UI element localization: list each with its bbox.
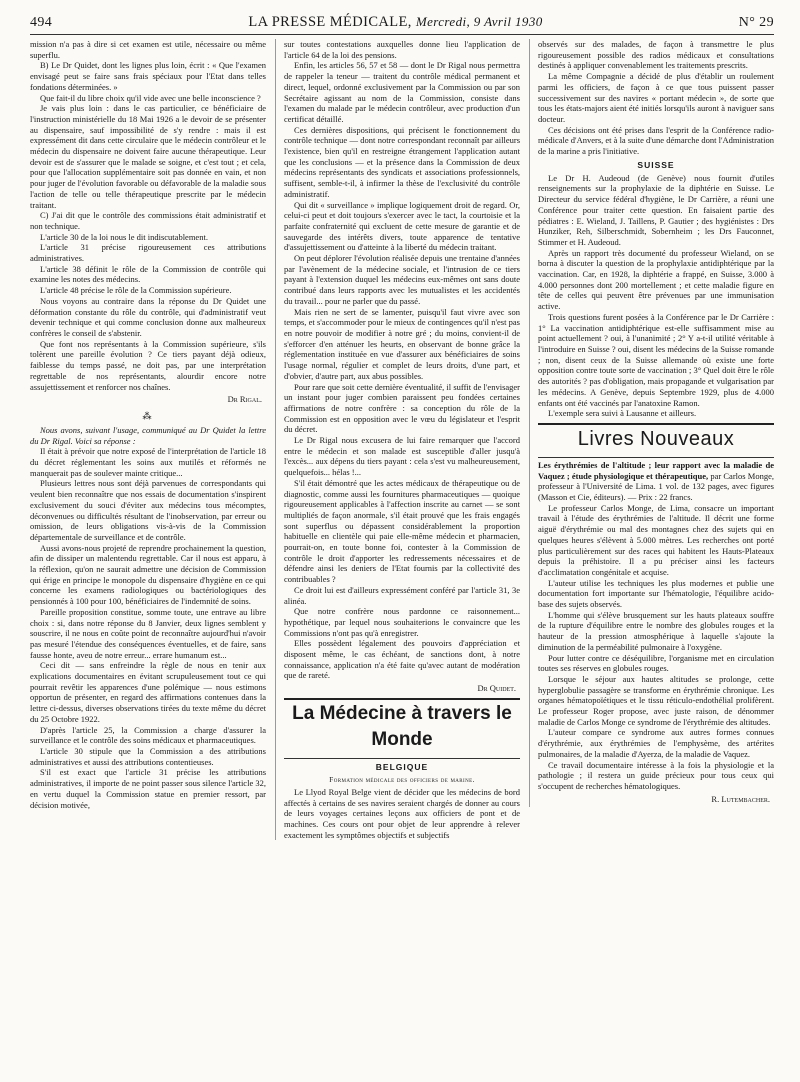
paragraph: Aussi avons-nous projeté de reprendre prochainement la question, afin de dissiper un malentendu regrettable. Car il nous est apparu, à la réflexion, qu'on ne saurait admettre une décision de Commission qui érige en principe le monopole du dispensaire d'hygiène en ce qui concerne les examens radiologiques ou bactériologiques des pensionnés à 100 pour 100, bénéficiaires de l'indemnité de soins. <box>30 542 266 607</box>
signature-quidet: Dr Quidet. <box>477 683 516 694</box>
article-columns <box>30 39 774 840</box>
paragraph: Ce travail documentaire intéresse à la fois la physiologie et la pathologie ; il restera un guide précieux pour tous ceux qui s'occupent de recherches hématologiques. <box>538 759 774 791</box>
section-divider <box>538 457 774 458</box>
section-divider <box>284 758 520 759</box>
issue-number: N° 29 <box>738 15 774 30</box>
paragraph: Ce droit lui est d'ailleurs expressément conféré par l'article 31, 3e alinéa. <box>284 584 520 606</box>
paragraph: Lorsque le séjour aux hautes altitudes se prolonge, cette hyperglobulie passagère se transforme en érythrémie chronique. Les organes hématopoïétiques et le tissu réticulo-endothélial prolifèrent. Le professeur Roger propose, avec juste raison, de dénommer maladie de Carlos Monge ce syndrome de l'érythrémie des altitudes. <box>538 673 774 727</box>
paragraph: S'il est exact que l'article 31 précise les attributions administratives, il importe de ne point passer sous silence l'article 32, en vertu duquel la Commission statue en premier ressort, par décision motivée, <box>30 767 266 810</box>
paragraph: Le professeur Carlos Monge, de Lima, consacre un important travail à l'étude des érythrémies de l'altitude. Il décrit une forme aiguë d'érythrémie ou mal des montagnes chez des sujets qui en quelques heures s'élèvent à 5.000 mètres. Les recherches ont porté plus particulièrement sur des races qui habitent les Hauts-Plateaux depuis la préhistoire. Il a pu préciser ainsi les facteurs d'acclimatation congénitale et acquise. <box>538 502 774 577</box>
paragraph: Elles possèdent légalement des pouvoirs d'appréciation et disposent même, le cas échéant, de sanctions dont, à notre connaissance, application n'a été faite qu'avec autant de modération que de rareté. <box>284 638 520 681</box>
paragraph: Ceci dit — sans enfreindre la règle de nous en tenir aux explications documentaires en évitant scrupuleusement tout ce qui pourrait revêtir les apparences d'une polémique — nous estimons opportun de présenter, en regard des affirmations contenues dans la lettre ci-dessus, diverses observations tirées du texte même du décret du 25 Octobre 1922. <box>30 660 266 724</box>
paragraph: Que font nos représentants à la Commission supérieure, s'ils tolèrent une pareille évolution ? Ce tiers payant déjà odieux, faiblesse du temps passé, ne doit pas, par une interprétation regrettable de nos représentants, alourdir encore notre assujettissement et renforcer nos chaînes. <box>30 338 266 392</box>
article-subheading: Formation médicale des officiers de marine. <box>329 774 475 784</box>
paragraph: Le Dr Rigal nous excusera de lui faire remarquer que l'accord entre le médecin et son malade est susceptible d'aller jusqu'à l'excès... aux dépens du tiers payant : cela s'est vu malheureusement, quelquefois... hélas !... <box>284 435 520 478</box>
paragraph: L'homme qui s'élève brusquement sur les hauts plateaux souffre de la rupture d'équilibre entre le nombre des globules rouges et la hauteur de la pression atmosphérique à laquelle s'ajoute la diminution de la perméabilité pulmonaire à l'oxygène. <box>538 609 774 652</box>
paragraph: B) Le Dr Quidet, dont les lignes plus loin, écrit : « Que l'examen envisagé peut se faire sans frais spéciaux pour l'Etat dans telles fondations déterminées. » <box>30 60 266 92</box>
column-1 <box>30 39 266 810</box>
paragraph: Plusieurs lettres nous sont déjà parvenues de correspondants qui veulent bien reconnaître que nos essais de documentation s'inspirent exclusivement du souci d'éviter aux médecins tous mécomptes, déconvenues ou difficultés résultant de l'inobservation, par erreur ou omission, de leurs obligations vis-à-vis de la Commission départementale de surveillance et de contrôle. <box>30 478 266 542</box>
paragraph: L'article 48 précise le rôle de la Commission supérieure. <box>40 285 232 296</box>
page-header <box>30 14 774 35</box>
journal-masthead <box>248 14 542 31</box>
paragraph: L'article 30 stipule que la Commission a des attributions administratives et aussi des attributions contentieuses. <box>30 746 266 767</box>
paragraph: L'auteur compare ce syndrome aux autres formes connues d'érythrémie, aux érythrémies de l'emphysème, des artérites pulmonaires, de la maladie d'Ayerza, de la maladie de Vaquez. <box>538 727 774 759</box>
paragraph: Pour rare que soit cette dernière éventualité, il suffit de l'envisager un instant pour juger combien paraissent peu fondées certaines affirmations de notre confrère : sa conception du rôle de la Commission est en opposition avec le vœu du législateur et l'esprit du décret. <box>284 381 520 435</box>
paragraph: Pour lutter contre ce déséquilibre, l'organisme met en circulation toutes ses réserves en globules rouges. <box>538 652 774 674</box>
paragraph: Le Llyod Royal Belge vient de décider que les médecins de bord affectés à certains de ses navires seraient chargés de donner au cours de leurs voyages certaines leçons aux officiers de pont et de machines. Ces cours ont pour objet de leur apprendre à relever exactement les symptômes objectifs et subjectifs <box>284 786 520 840</box>
book-review-heading <box>538 460 774 503</box>
paragraph: Que notre confrère nous pardonne ce raisonnement... hypothétique, par lequel nous souhaiterions le convaincre que les Commissions n'ont pas qu'à enregistrer. <box>284 606 520 638</box>
paragraph: Après un rapport très documenté du professeur Wieland, on se borna à discuter la question de la prophylaxie antidiphtérique par la vaccination. Car, en 1928, la diphtérie a frappé, en Suisse, 3.000 à 4.000 personnes dont 200 mortellement ; et cette maladie figure en tête de celles qui peuvent être prévenues par une immunisation active. <box>538 247 774 312</box>
paragraph: L'exemple sera suivi à Lausanne et ailleurs. <box>548 408 697 419</box>
paragraph: Mais rien ne sert de se lamenter, puisqu'il faut vivre avec son temps, et s'accommoder pour le mieux de contingences qu'il n'est pas en notre pouvoir de modifier à notre gré ; du moins, convient-il de s'efforcer d'en atténuer les heurts, en observant de bonne grâce la réglementation instituée en vue d'assurer aux bénéficiaires de soins l'usage normal, régulier et complet de leurs droits, d'une part, et d'obvier, d'autre part, aux abus possibles. <box>284 306 520 381</box>
section-ornament: ⁂ <box>142 410 154 421</box>
signature-lutembacher: R. Lutembacher. <box>711 793 770 804</box>
paragraph: Ces dernières dispositions, qui précisent le fonctionnement du contrôle technique — dont notre correspondant reconnaît par ailleurs l'existence, bien qu'il en restreigne étrangement l'application autant que les conclusions — et la présence dans la Commission de deux médecins représentants des syndicats et associations professionnels, suffisent, semble-t-il, à infirmer la thèse de l'exclusivité du contrôle administratif. <box>284 124 520 199</box>
paragraph: Il était à prévoir que notre exposé de l'interprétation de l'article 18 du décret réglementant les soins aux mutilés et réformés ne manquerait pas de soulever mainte critique... <box>30 446 266 478</box>
section-divider <box>538 423 774 425</box>
column-2 <box>275 39 520 840</box>
country-heading-belgique: BELGIQUE <box>375 761 429 772</box>
column-3 <box>529 39 774 807</box>
paragraph: D'après l'article 25, la Commission a charge d'assurer la surveillance et le contrôle des soins médicaux et pharmaceutiques. <box>30 724 266 746</box>
paragraph: Qui dit « surveillance » implique logiquement droit de regard. Or, celui-ci peut et doit toujours s'exercer avec le tact, la courtoisie et la parfaite confraternité qui excluent de cette mesure de garantie et de sauvegarde des intérêts divers, toute apparence de tentative d'assujettissement ou d'atteinte à la liberté du médecin traitant. <box>284 199 520 253</box>
paragraph: L'auteur utilise les techniques les plus modernes et publie une documentation fort importante sur l'hématologie, l'équilibre acido-base des sujets observés. <box>538 577 774 610</box>
paragraph: On peut déplorer l'évolution réalisée depuis une trentaine d'années par l'avènement de la médecine sociale, et l'intrusion de ce tiers payant à l'extension duquel les médecins eux-mêmes ont sans doute contribué dans leurs rapports avec les mutualistes et les accidentés du travail... pour ne parler que du passé. <box>284 253 520 306</box>
paragraph: Le Dr H. Audeoud (de Genève) nous fournit d'utiles renseignements sur la prophylaxie de la diphtérie en Suisse. Le Directeur du service fédéral d'hygiène, le Dr Carrière, a réuni une Conférence pour traiter cette question. En faisaient partie des pédiatres : E. Wieland, J. Taillens, P. Gautier ; des hygiénistes : Drs Hunziker, Reh, Silberschmidt, Sobernheim ; les Drs Fauconnet, Stimmer et H. Audeoud. <box>538 172 774 247</box>
paragraph: sur toutes contestations auxquelles donne lieu l'application de l'article 64 de la loi des pensions. <box>284 39 520 60</box>
paragraph: La même Compagnie a décidé de plus d'établir un roulement parmi les officiers, de façon à ce que tous puissent passer successivement sur des navires « portant médecin », de sorte que tous les états-majors aient été initiés lorsqu'ils auront à naviguer sans docteur. <box>538 71 774 124</box>
country-heading-suisse: SUISSE <box>637 159 675 170</box>
page-number: 494 <box>30 15 53 30</box>
medicine-world-title: La Médecine à travers le Monde <box>292 702 512 750</box>
book-reference: par Carlos Monge, professeur à l'Université de Lima. 1 vol. de 132 pages, avec figures (Masson et Cie, éditeurs). — Prix : 22 francs. <box>538 470 774 503</box>
issue-date: Mercredi, 9 Avril 1930 <box>415 14 543 29</box>
paragraph: Ces décisions ont été prises dans l'esprit de la Conférence radio-médicale d'Anvers, et à la suite d'une démarche dont l'Administration de la marine a pris l'initiative. <box>538 124 774 157</box>
book-title: Les érythrémies de l'altitude ; leur rapport avec la maladie de Vaquez ; étude physiologique et thérapeutique, <box>538 459 774 481</box>
signature-rigal: Dr Rigal. <box>227 394 262 405</box>
paragraph: S'il était démontré que les actes médicaux de thérapeutique ou de diagnostic, comme aussi les fournitures pharmaceutiques — quoique rigoureusement applicables à l'affection inscrite au carnet — se sont multipliés de façon anormale, s'il était prouvé que les frais engagés sont superflus ou dépassent considérablement la proportion habituelle en clientèle qui paie elle-même médecin et pharmacien, pourrait-on, en toute bonne foi, contester à la Commission de contrôle le droit d'apporter les redressements nécessaires et de défendre ainsi les deniers de l'Etat fournis par la collectivité des contribuables ? <box>284 477 520 585</box>
paragraph: Pareille proposition constitue, somme toute, une entrave au libre choix : si, dans notre réponse du 8 Janvier, deux lignes semblent y souscrire, il ne nous en coûte point de reconnaître aujourd'hui n'avoir pas mesuré l'étendue des conséquences éventuelles, et de faire, sans fausse honte, aveu de notre erreur... errare humanum est... <box>30 606 266 660</box>
paragraph: Nous voyons au contraire dans la réponse du Dr Quidet une déformation constante du rôle du contrôle, qui d'administratif veut devenir technique et qui comme conclusion donne aux malheureux confrères le conseil de s'abstenir. <box>30 295 266 338</box>
paragraph: Trois questions furent posées à la Conférence par le Dr Carrière : 1° La vaccination antidiphtérique est-elle suffisamment mise au point actuellement ? oui, à l'unanimité ; 2° Y a-t-il utilité véritable à l'introduire en Suisse ? oui, disent les médecins de la Suisse romande ; non, disent ceux de la Suisse allemande où existe une forte opposition contre toute sorte de vaccination ; 3° Quel doit être le rôle des autorités ? pas d'obligation, mais propagande et vulgarisation par les médecins. A Genève, depuis Septembre 1929, plus de 4.000 enfants ont été vaccinés par l'anatoxine Ramon. <box>538 311 774 408</box>
paragraph: Que fait-il du libre choix qu'il vide avec une belle inconscience ? <box>40 92 261 103</box>
paragraph: Enfin, les articles 56, 57 et 58 — dont le Dr Rigal nous permettra de rappeler la teneur — traitent du contrôle médical permanent et direct, lequel, ordonné exclusivement par la Commission ou par son Secrétaire agissant au nom de la Commission, consiste dans l'examen du malade par le médecin contrôleur, avec production d'un certificat détaillé. <box>284 60 520 124</box>
paragraph: observés sur des malades, de façon à transmettre le plus rigoureusement possible des radios médicaux et consultations destinés à appliquer convenablement les traitements prescrits. <box>538 39 774 71</box>
journal-name: LA PRESSE MÉDICALE, <box>248 14 412 30</box>
paragraph: L'article 38 définit le rôle de la Commission de contrôle qui examine les notes des médecins. <box>30 263 266 285</box>
paragraph: L'article 30 de la loi nous le dit indiscutablement. <box>40 231 208 242</box>
paragraph: Je vais plus loin : dans le cas particulier, ce bénéficiaire de l'instruction ministérielle du 18 Mai 1926 a le devoir de se présenter au dispensaire, sauf impossibilité de s'y rendre : mais il est expressément dit dans cette circulaire que le médecin contrôleur et le médecin du dispensaire ne doivent faire aucune thérapeutique. Leur devoir est de s'assurer que le malade se soigne, et c'est tout ; et cela, pour que l'allocation supplémentaire soit pas donnée en vain, et non pour juger de l'évolution favorable ou défavorable de la maladie sous l'action de telle ou telle thérapeutique prescrite par le médecin traitant. <box>30 103 266 210</box>
section-divider <box>284 698 520 700</box>
paragraph: L'article 31 précise rigoureusement ces attributions administratives. <box>30 242 266 264</box>
paragraph: mission n'a pas à dire si cet examen est utile, nécessaire ou même superflu. <box>30 39 266 60</box>
paragraph: C) J'ai dit que le contrôle des commissions était administratif et non technique. <box>30 210 266 231</box>
new-books-title: Livres Nouveaux <box>577 427 735 450</box>
editor-note: Nous avons, suivant l'usage, communiqué au Dr Quidet la lettre du Dr Rigal. Voici sa réponse : <box>30 424 266 446</box>
